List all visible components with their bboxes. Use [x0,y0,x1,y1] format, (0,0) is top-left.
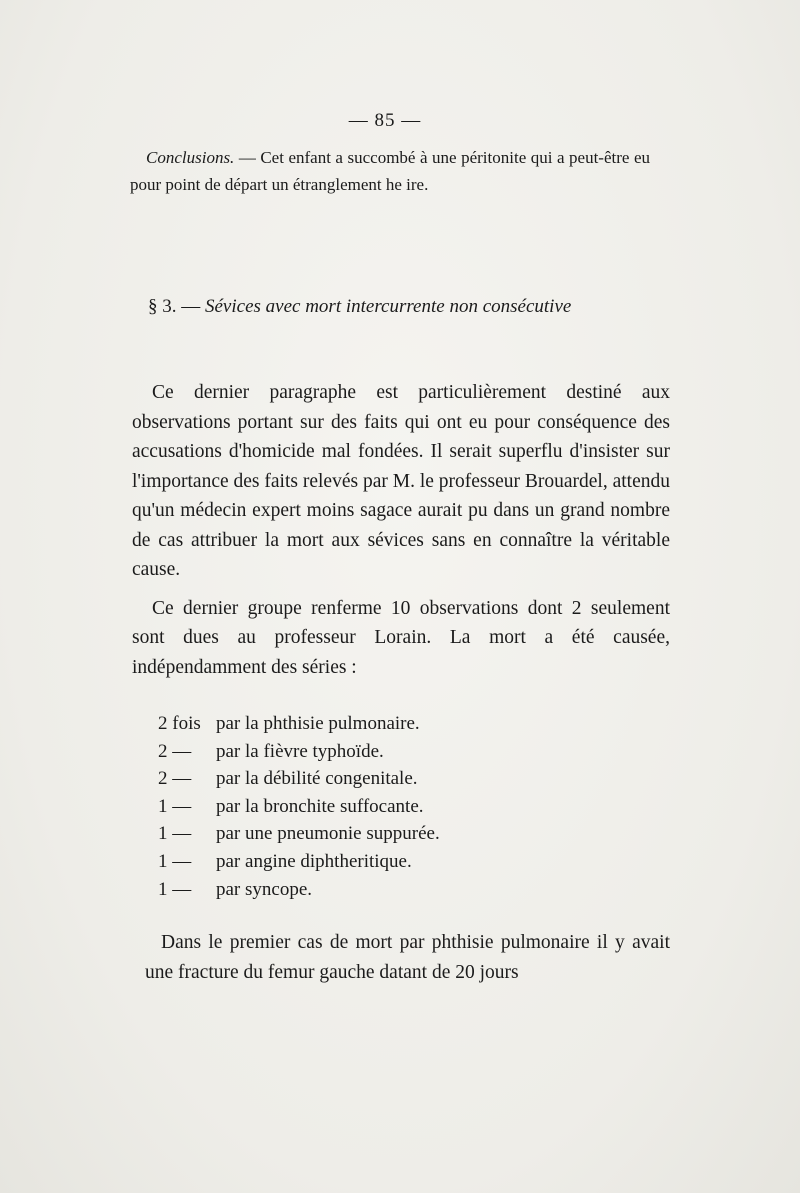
cause-count: 1 — [158,850,192,872]
paragraph: Ce dernier paragraphe est particulièrement destiné aux observations portant sur des faits qui ont eu pour conséquence des accusations d'homicide mal fondées. Il serait superflu d'insister sur l'importance des faits relevés par M. le professeur Brouardel, attendu qu'un médecin expert moins sagace aurait pu dans un grand nombre de cas attribuer la mort aux sévices sans en connaître la véritable cause. [132,382,670,580]
page-number: — 85 — [348,110,422,131]
closing-paragraph: Dans le premier cas de mort par phthisie pulmonaire il y avait une fracture du femur gauche datant de 20 jours [145,932,670,983]
conclusions-lead: Conclusions. [146,148,235,167]
section-title: Sévices avec mort intercurrente non consécutive [205,296,572,317]
cause-text: par une pneumonie suppurée. [216,823,440,845]
list-item [158,820,558,848]
cause-count: 2 fois [158,713,201,734]
cause-count: 1 — [158,878,192,900]
list-item [158,793,558,821]
list-item [158,710,558,738]
cause-text: par syncope. [216,878,313,900]
list-item [158,738,558,766]
cause-count: 1 — [158,823,192,845]
cause-count: 2 — [158,740,192,762]
paragraph: Ce dernier groupe renferme 10 observations dont 2 seulement sont dues au professeur Lorain. La mort a été causée, indépendamment des séries : [132,597,670,678]
conclusions-text: — Cet enfant a succombé à une péritonite qui a peut-être eu pour point de départ un étranglement he ire. [130,148,650,194]
body-text [132,378,670,682]
cause-text: par angine diphtheritique. [216,850,412,872]
section-number: § 3. — [148,296,205,317]
list-item [158,848,558,876]
cause-count: 2 — [158,768,192,790]
list-item [158,765,558,793]
cause-text: par la débilité congenitale. [216,768,418,790]
cause-text: par la bronchite suffocante. [216,795,424,817]
list-item [158,876,558,904]
cause-text: par la phthisie pulmonaire. [216,713,420,734]
conclusions-paragraph [130,144,650,198]
section-heading [148,296,648,318]
cause-count: 1 — [158,795,192,817]
causes-list [158,710,558,903]
cause-text: par la fièvre typhoïde. [216,740,384,762]
